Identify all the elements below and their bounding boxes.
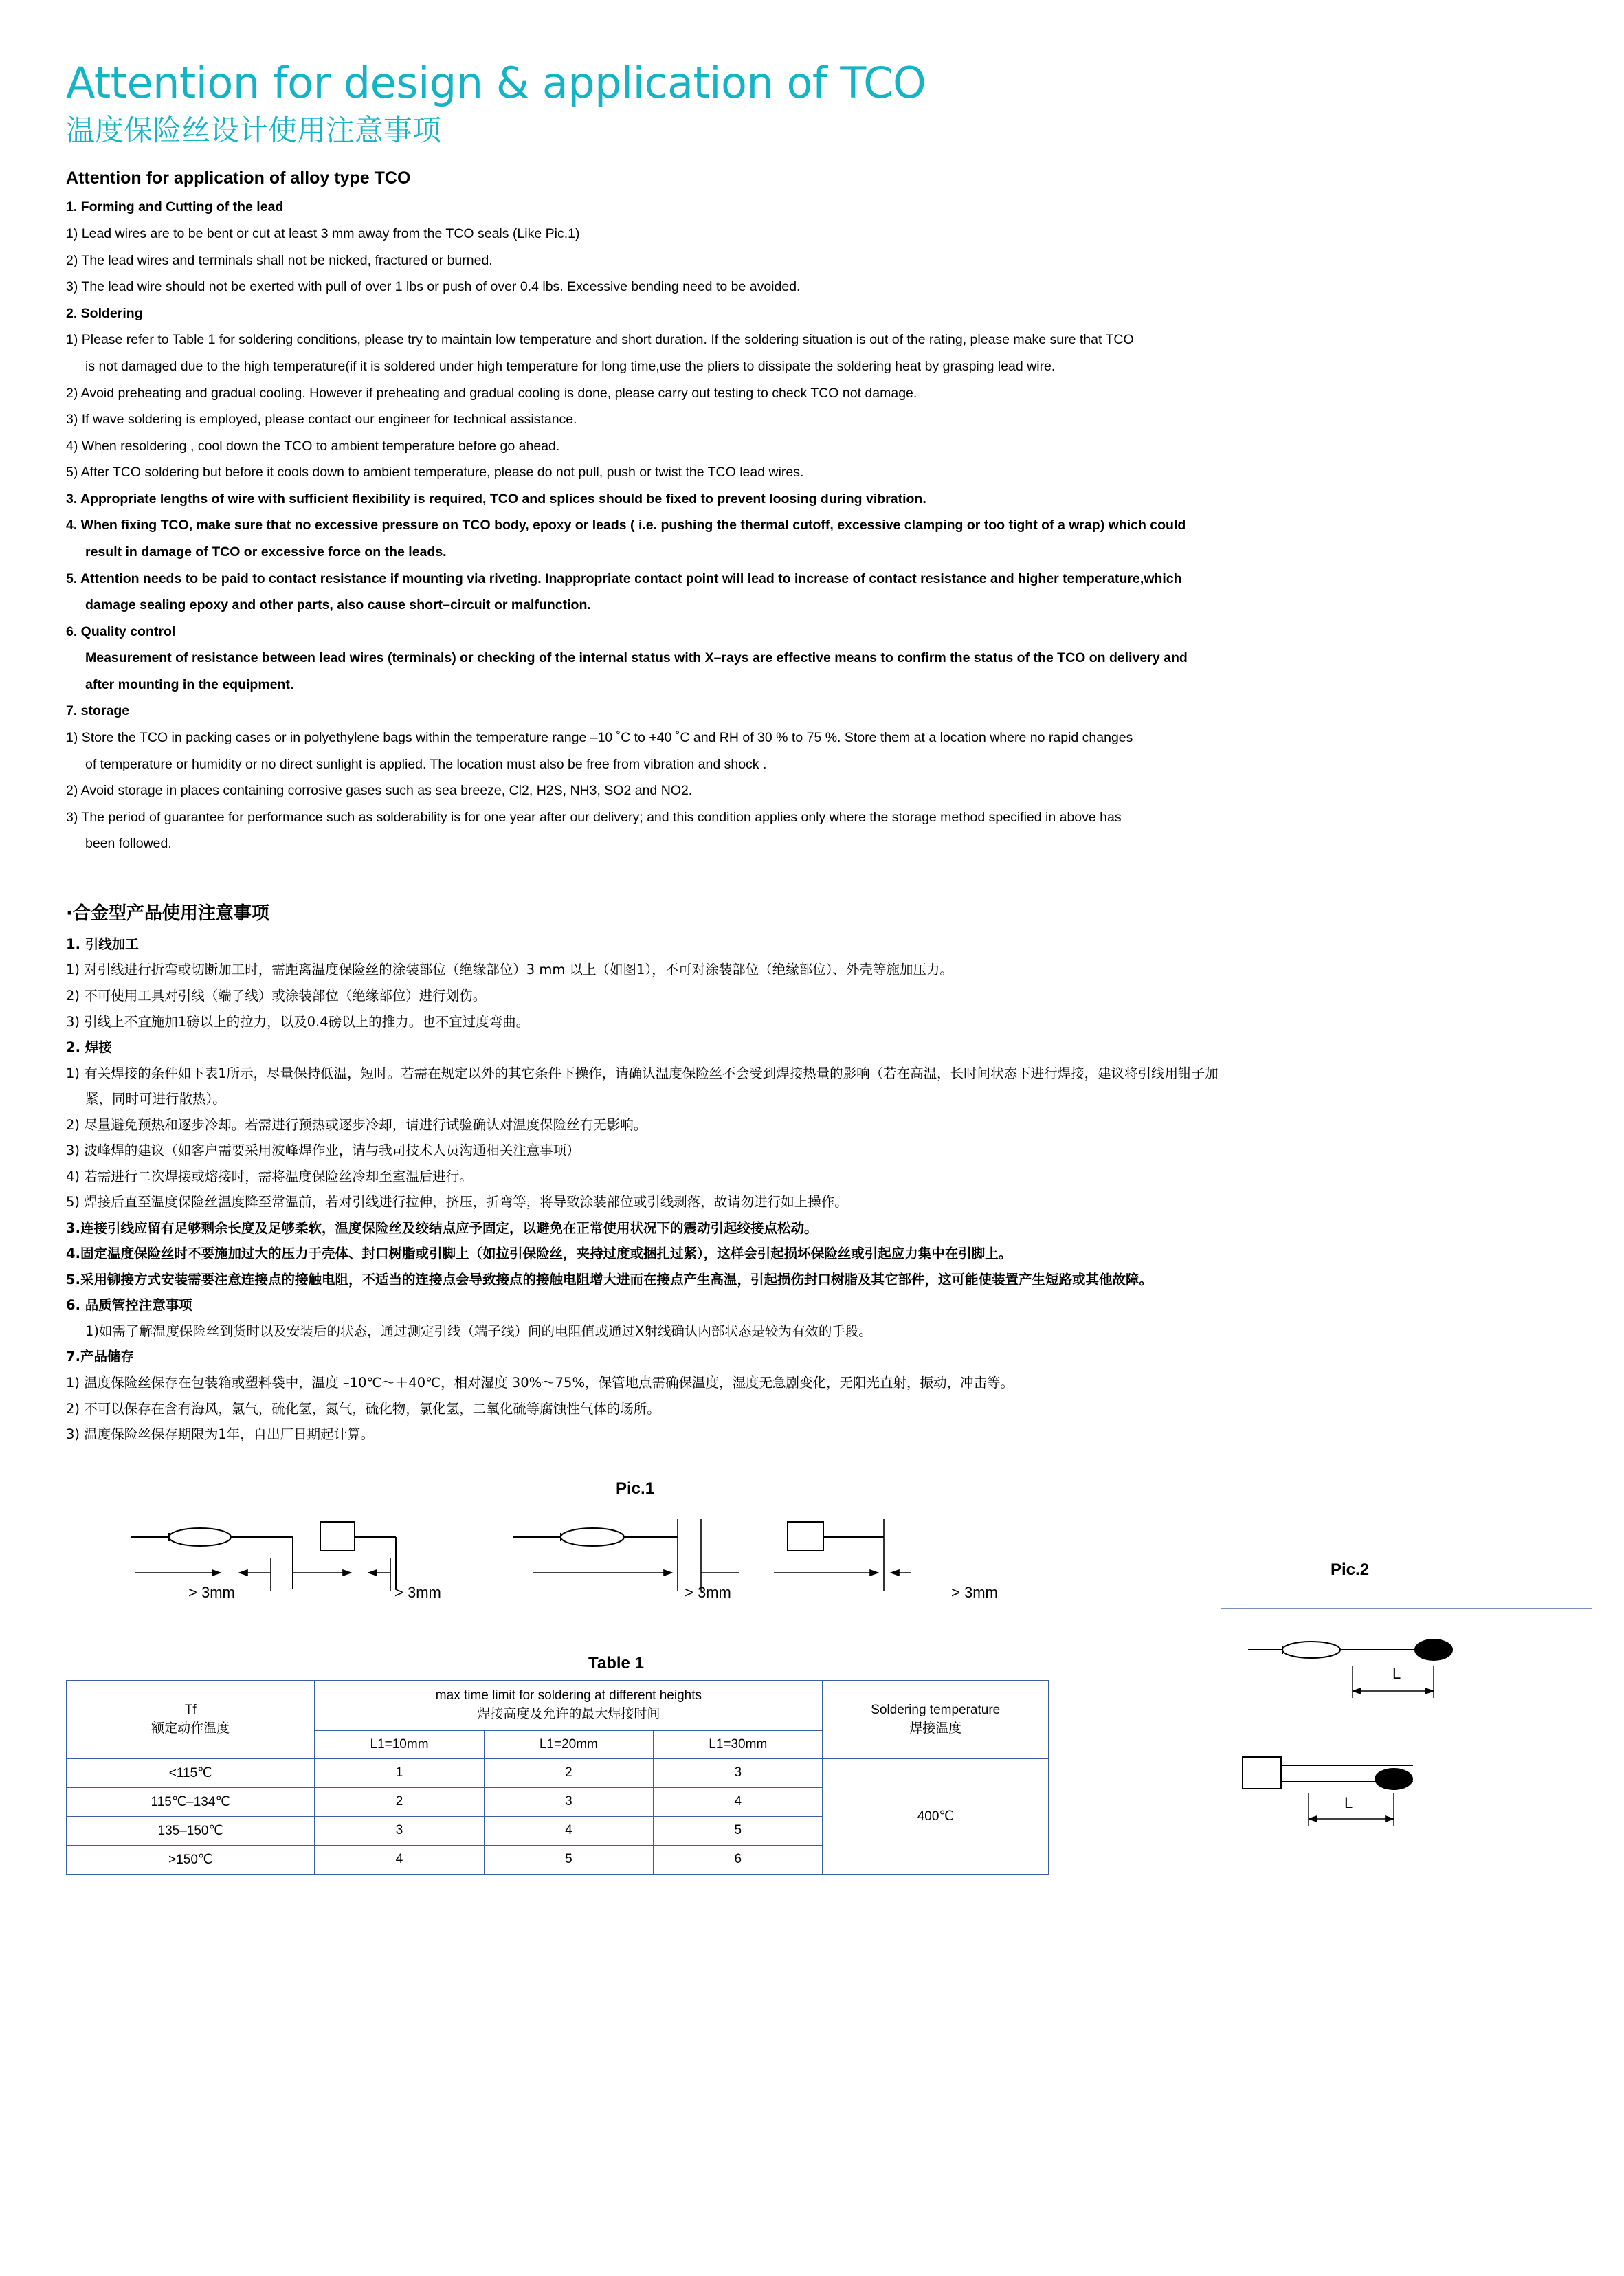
table-cell-tf: <115℃ (67, 1758, 315, 1787)
chinese-paragraph-line: 2) 不可以保存在含有海风，氯气，硫化氢，氮气，硫化物，氯化氢，二氧化硫等腐蚀性气体的场所。 (66, 1400, 660, 1417)
english-paragraph-line: damage sealing epoxy and other parts, also cause short–circuit or malfunction. (85, 597, 591, 613)
pic1-diagram (93, 1510, 1179, 1647)
pic1-dimension-3: > 3mm (685, 1583, 731, 1601)
chinese-body (66, 933, 1564, 1446)
english-paragraph-line: 2) Avoid storage in places containing corrosive gases such as sea breeze, Cl2, H2S, NH3, SO2 and NO2. (66, 783, 693, 799)
table-cell-l1-10: 2 (315, 1787, 484, 1816)
chinese-paragraph-line: 2. 焊接 (66, 1039, 112, 1056)
chinese-paragraph-line: 1. 引线加工 (66, 936, 139, 952)
table-cell-l1-20: 3 (484, 1787, 653, 1816)
english-paragraph-line: of temperature or humidity or no direct sunlight is applied. The location must also be free from vibration and shock . (85, 756, 767, 772)
chinese-paragraph-line: 5) 焊接后直至温度保险丝温度降至常温前，若对引线进行拉伸，挤压，折弯等，将导致涂装部位或引线剥落，故请勿进行如上操作。 (66, 1194, 848, 1211)
pic1-dimension-2: > 3mm (394, 1583, 441, 1601)
table-header-tf-en: Tf (184, 1702, 197, 1717)
english-paragraph-line: after mounting in the equipment. (85, 676, 294, 692)
english-section-heading: Attention for application of alloy type TCO (66, 168, 411, 188)
table-cell-l1-30: 5 (654, 1816, 823, 1845)
table-cell-l1-10: 3 (315, 1816, 484, 1845)
table-header-col-l1-10: L1=10mm (315, 1730, 484, 1758)
pic1-dimension-4: > 3mm (951, 1583, 998, 1601)
english-paragraph-line: 1. Forming and Cutting of the lead (66, 199, 284, 215)
english-paragraph-line: 1) Store the TCO in packing cases or in polyethylene bags within the temperature range –10 ˚C to +40 ˚C and RH of 30 % to 75 %. Store them at a location where no rapid changes (66, 730, 1133, 746)
english-paragraph-line: 2) The lead wires and terminals shall not be nicked, fractured or burned. (66, 252, 493, 268)
table-header-span-cn: 焊接高度及允许的最大焊接时间 (477, 1707, 660, 1722)
chinese-paragraph-line: 3) 温度保险丝保存期限为1年，自出厂日期起计算。 (66, 1426, 375, 1443)
table-cell-soldering-temperature: 400℃ (823, 1758, 1049, 1874)
table-cell-l1-30: 3 (654, 1758, 823, 1787)
table-header-col-l1-30: L1=30mm (654, 1730, 823, 1758)
chinese-paragraph-line: 7.产品储存 (66, 1349, 134, 1365)
table-header-tf-cn: 额定动作温度 (151, 1721, 230, 1736)
table-title: Table 1 (588, 1653, 644, 1672)
chinese-paragraph-line: 1) 温度保险丝保存在包装箱或塑料袋中，温度 –10℃～＋40℃，相对湿度 30%～75%，保管地点需确保温度，湿度无急剧变化，无阳光直射，振动，冲击等。 (66, 1374, 1014, 1391)
english-paragraph-line: 5) After TCO soldering but before it cools down to ambient temperature, please do not pull, push or twist the TCO lead wires. (66, 465, 804, 480)
chinese-paragraph-line: 4) 若需进行二次焊接或熔接时，需将温度保险丝冷却至室温后进行。 (66, 1168, 473, 1184)
table-cell-l1-20: 2 (484, 1758, 653, 1787)
english-paragraph-line: 3. Appropriate lengths of wire with sufficient flexibility is required, TCO and splices should be fixed to prevent loosing during vibration. (66, 491, 926, 507)
english-paragraph-line: 4. When fixing TCO, make sure that no excessive pressure on TCO body, epoxy or leads ( i.e. pushing the thermal cutoff, excessive clamping or too tight of a wrap) which could (66, 518, 1186, 533)
chinese-paragraph-line: 3) 波峰焊的建议（如客户需要采用波峰焊作业，请与我司技术人员沟通相关注意事项） (66, 1142, 580, 1159)
table-header-temperature (823, 1680, 1049, 1758)
table-header-tf (67, 1680, 315, 1758)
english-paragraph-line: 1) Please refer to Table 1 for soldering conditions, please try to maintain low temperature and short duration. If the soldering situation is out of the rating, please make sure that TCO (66, 332, 1134, 348)
pic1-dimension-1: > 3mm (188, 1583, 235, 1601)
table-cell-tf: 115℃–134℃ (67, 1787, 315, 1816)
chinese-paragraph-line: 2) 不可使用工具对引线（端子线）或涂装部位（绝缘部位）进行划伤。 (66, 988, 487, 1004)
english-paragraph-line: result in damage of TCO or excessive force on the leads. (85, 544, 447, 560)
english-paragraph-line: 6. Quality control (66, 623, 176, 639)
english-paragraph-line: 4) When resoldering , cool down the TCO to ambient temperature before go ahead. (66, 438, 560, 454)
table-cell-l1-10: 1 (315, 1758, 484, 1787)
english-paragraph-line: 2) Avoid preheating and gradual cooling. However if preheating and gradual cooling is done, please carry out testing to check TCO not damage. (66, 385, 917, 401)
table-cell-tf: 135–150℃ (67, 1816, 315, 1845)
english-paragraph-line: 1) Lead wires are to be bent or cut at least 3 mm away from the TCO seals (Like Pic.1) (66, 226, 580, 242)
table-cell-tf: >150℃ (67, 1845, 315, 1874)
table-row (67, 1758, 1049, 1787)
page-title-chinese: 温度保险丝设计使用注意事项 (66, 113, 442, 148)
table-cell-l1-30: 4 (654, 1787, 823, 1816)
table-header-span (315, 1680, 823, 1730)
english-paragraph-line: 3) The lead wire should not be exerted with pull of over 1 lbs or push of over 0.4 lbs. Excessive bending need to be avoided. (66, 279, 801, 295)
chinese-section-heading: ·合金型产品使用注意事项 (66, 903, 269, 924)
table-cell-l1-10: 4 (315, 1845, 484, 1874)
table-header-span-en: max time limit for soldering at different heights (435, 1688, 702, 1703)
pic2-caption: Pic.2 (1331, 1560, 1370, 1579)
pic1-caption: Pic.1 (616, 1479, 655, 1498)
english-paragraph-line: is not damaged due to the high temperature(if it is soldered under high temperature for long time,use the pliers to dissipate the soldering heat by grasping lead wire. (85, 358, 1056, 374)
english-body (66, 197, 1564, 854)
chinese-paragraph-line: 3.连接引线应留有足够剩余长度及足够柔软，温度保险丝及绞结点应予固定，以避免在正常使用状况下的震动引起绞接点松动。 (66, 1219, 818, 1236)
english-paragraph-line: 3) If wave soldering is employed, please contact our engineer for technical assistance. (66, 412, 577, 428)
table-header-col-l1-20: L1=20mm (484, 1730, 653, 1758)
chinese-paragraph-line: 2) 尽量避免预热和逐步冷却。若需进行预热或逐步冷却，请进行试验确认对温度保险丝有无影响。 (66, 1116, 647, 1133)
english-paragraph-line: 7. storage (66, 703, 130, 719)
soldering-conditions-table (66, 1680, 1049, 1875)
chinese-paragraph-line: 1) 对引线进行折弯或切断加工时，需距离温度保险丝的涂装部位（绝缘部位）3 mm 以上（如图1），不可对涂装部位（绝缘部位）、外壳等施加压力。 (66, 962, 953, 978)
chinese-paragraph-line: 1)如需了解温度保险丝到货时以及安装后的状态，通过测定引线（端子线）间的电阻值或通过X射线确认内部状态是较为有效的手段。 (85, 1323, 872, 1339)
english-paragraph-line: 5. Attention needs to be paid to contact resistance if mounting via riveting. Inappropriate contact point will lead to increase of contact resistance and higher temperature,which (66, 571, 1182, 586)
table-cell-l1-20: 4 (484, 1816, 653, 1845)
chinese-paragraph-line: 紧，同时可进行散热）。 (85, 1091, 226, 1107)
chinese-paragraph-line: 6. 品质管控注意事项 (66, 1297, 192, 1314)
pic2-diagram (1207, 1595, 1592, 1883)
chinese-paragraph-line: 3) 引线上不宜施加1磅以上的拉力，以及0.4磅以上的推力。也不宜过度弯曲。 (66, 1013, 530, 1030)
table-header-row-1 (67, 1680, 1049, 1730)
english-paragraph-line: 2. Soldering (66, 305, 143, 321)
english-paragraph-line: been followed. (85, 836, 172, 852)
chinese-paragraph-line: 5.采用铆接方式安装需要注意连接点的接触电阻，不适当的连接点会导致接点的接触电阻增大进而在接点产生高温，引起损伤封口树脂及其它部件，这可能使装置产生短路或其他故障。 (66, 1271, 1153, 1288)
table-header-temperature-en: Soldering temperature (871, 1702, 1001, 1717)
table-cell-l1-30: 6 (654, 1845, 823, 1874)
english-paragraph-line: Measurement of resistance between lead wires (terminals) or checking of the internal status with X–rays are effective means to confirm the status of the TCO on delivery and (85, 650, 1188, 666)
pic2-dimension-bottom: L (1344, 1793, 1353, 1811)
english-paragraph-line: 3) The period of guarantee for performance such as solderability is for one year after our delivery; and this condition applies only where the storage method specified in above has (66, 809, 1122, 825)
pic2-dimension-top: L (1392, 1664, 1401, 1682)
page-title-english: Attention for design & application of TCO (66, 58, 926, 108)
chinese-paragraph-line: 4.固定温度保险丝时不要施加过大的压力于壳体、封口树脂或引脚上（如拉引保险丝，夹持过度或捆扎过紧），这样会引起损坏保险丝或引起应力集中在引脚上。 (66, 1246, 1012, 1262)
chinese-paragraph-line: 1) 有关焊接的条件如下表1所示，尽量保持低温，短时。若需在规定以外的其它条件下操作，请确认温度保险丝不会受到焊接热量的影响（若在高温，长时间状态下进行焊接，建议将引线用钳子加 (66, 1065, 1219, 1081)
document-content (66, 0, 1564, 1875)
table-header-temperature-cn: 焊接温度 (909, 1721, 962, 1736)
table-cell-l1-20: 5 (484, 1845, 653, 1874)
